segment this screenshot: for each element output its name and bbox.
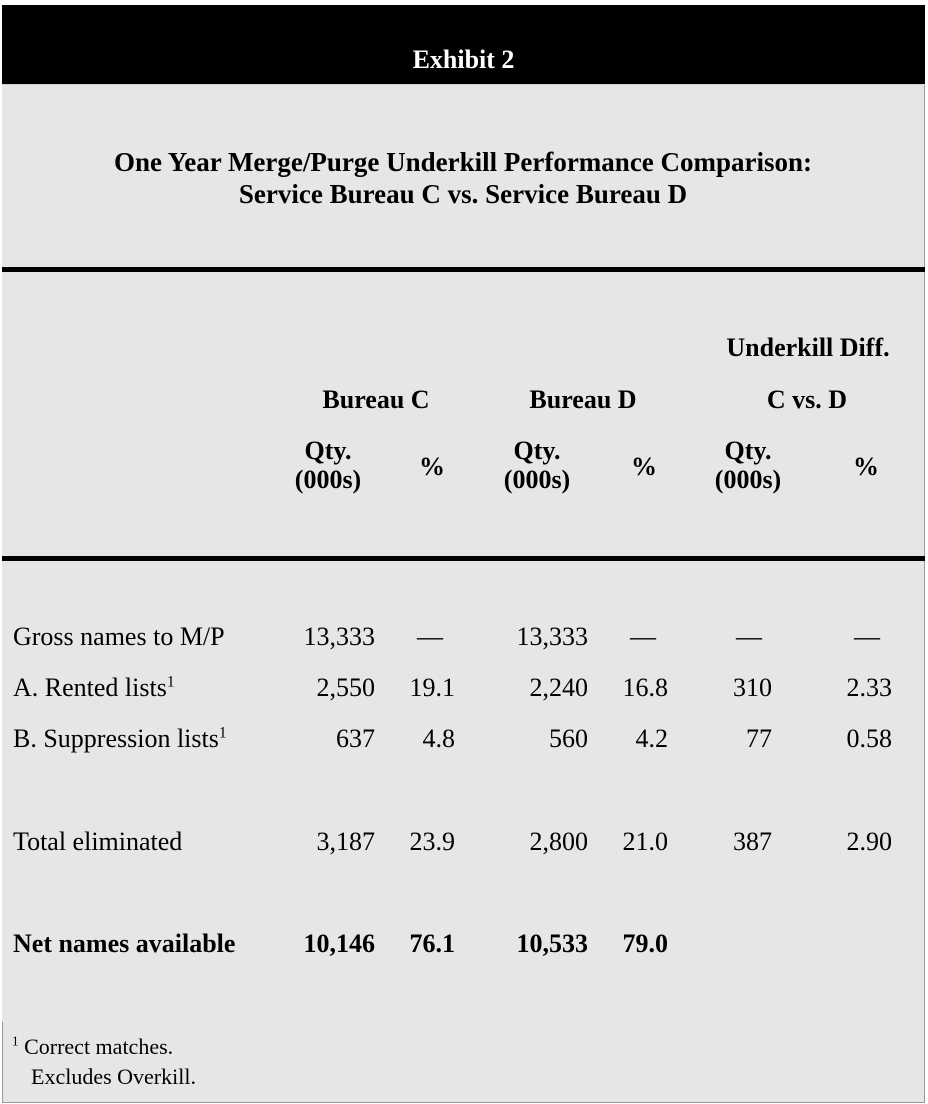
exhibit-label: Exhibit 2 bbox=[412, 45, 515, 74]
footnote-line-2: Excludes Overkill. bbox=[31, 1064, 196, 1089]
cell-gross-diff-qty: — bbox=[736, 622, 762, 651]
cell-net-d-pct: 79.0 bbox=[622, 929, 668, 958]
cell-total-diff-qty: 387 bbox=[733, 827, 772, 856]
table-title-line-1: One Year Merge/Purge Underkill Performance Comparison: bbox=[113, 147, 813, 177]
cell-gross-d-pct: — bbox=[630, 622, 656, 651]
divider-rule-header bbox=[2, 556, 925, 561]
cell-suppression-c-qty: 637 bbox=[336, 724, 375, 753]
divider-rule-top bbox=[2, 267, 925, 272]
subheader-bureau-c-qty-line2: (000s) bbox=[294, 465, 362, 494]
cell-rented-c-qty: 2,550 bbox=[316, 673, 375, 702]
cell-gross-d-qty: 13,333 bbox=[516, 622, 588, 651]
row-label-suppression-lists-text: B. Suppression lists bbox=[13, 724, 219, 753]
subheader-bureau-d-qty-line2: (000s) bbox=[503, 465, 571, 494]
cell-suppression-d-qty: 560 bbox=[549, 724, 588, 753]
subheader-bureau-c-pct: % bbox=[419, 452, 445, 481]
cell-total-diff-pct: 2.90 bbox=[846, 827, 892, 856]
header-bureau-d: Bureau D bbox=[529, 385, 637, 414]
cell-gross-diff-pct: — bbox=[854, 622, 880, 651]
exhibit-header-bar bbox=[2, 5, 925, 85]
footnote-marker-rented: 1 bbox=[166, 673, 175, 691]
subheader-diff-qty-line1: Qty. bbox=[724, 436, 772, 465]
table-title-line-2: Service Bureau C vs. Service Bureau D bbox=[238, 179, 688, 209]
cell-total-d-qty: 2,800 bbox=[529, 827, 588, 856]
row-label-rented-lists-text: A. Rented lists bbox=[13, 673, 167, 702]
subheader-diff-pct: % bbox=[853, 452, 879, 481]
cell-suppression-d-pct: 4.2 bbox=[635, 724, 668, 753]
cell-net-c-pct: 76.1 bbox=[409, 929, 455, 958]
subheader-bureau-d-pct: % bbox=[631, 452, 657, 481]
header-bureau-c: Bureau C bbox=[322, 385, 430, 414]
cell-rented-c-pct: 19.1 bbox=[409, 673, 455, 702]
subheader-bureau-d-qty-line1: Qty. bbox=[513, 436, 561, 465]
cell-suppression-diff-pct: 0.58 bbox=[846, 724, 892, 753]
exhibit-panel bbox=[2, 5, 925, 1022]
cell-gross-c-qty: 13,333 bbox=[303, 622, 375, 651]
cell-rented-diff-qty: 310 bbox=[733, 673, 772, 702]
cell-suppression-diff-qty: 77 bbox=[746, 724, 772, 753]
footnote-box bbox=[2, 1022, 925, 1103]
row-label-gross-names: Gross names to M/P bbox=[13, 622, 225, 651]
cell-suppression-c-pct: 4.8 bbox=[422, 724, 455, 753]
cell-rented-d-pct: 16.8 bbox=[622, 673, 668, 702]
footnote-marker: 1 bbox=[12, 1033, 19, 1049]
cell-total-d-pct: 21.0 bbox=[622, 827, 668, 856]
footnote-text-1: Correct matches. bbox=[24, 1034, 174, 1059]
subheader-diff-qty-line2: (000s) bbox=[714, 465, 782, 494]
cell-rented-diff-pct: 2.33 bbox=[846, 673, 892, 702]
cell-net-c-qty: 10,146 bbox=[303, 929, 375, 958]
row-label-net-names: Net names available bbox=[13, 929, 236, 958]
header-c-vs-d: C vs. D bbox=[766, 385, 848, 414]
cell-gross-c-pct: — bbox=[417, 622, 443, 651]
cell-net-d-qty: 10,533 bbox=[516, 929, 588, 958]
footnote-marker-suppression: 1 bbox=[218, 724, 227, 742]
row-label-rented-lists bbox=[13, 673, 175, 703]
cell-total-c-qty: 3,187 bbox=[316, 827, 375, 856]
row-label-suppression-lists bbox=[13, 724, 227, 754]
footnote-line-1 bbox=[12, 1034, 173, 1060]
subheader-bureau-c-qty-line1: Qty. bbox=[304, 436, 352, 465]
header-underkill-diff: Underkill Diff. bbox=[726, 333, 890, 362]
cell-rented-d-qty: 2,240 bbox=[529, 673, 588, 702]
cell-total-c-pct: 23.9 bbox=[409, 827, 455, 856]
row-label-total-eliminated: Total eliminated bbox=[13, 827, 183, 856]
